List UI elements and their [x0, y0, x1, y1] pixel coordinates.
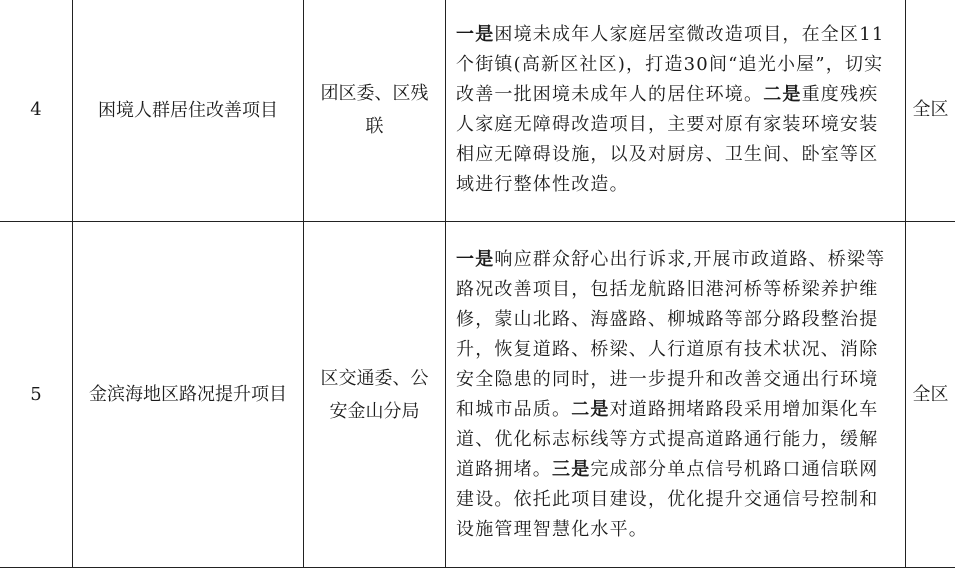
- implementation-scope: 全区: [906, 0, 955, 222]
- responsible-department: 区交通委、公安金山分局: [304, 222, 446, 568]
- content-text: 对道路拥堵路段采用增加渠化车道、优化标志标线等方式提高道路通行能力，缓解道路拥堵。: [456, 399, 878, 480]
- table-row: [0, 0, 955, 222]
- content-text: 完成部分单点信号机路口通信联网建设。依托此项目建设，优化提升交通信号控制和设施管理智慧化水平。: [456, 459, 878, 540]
- project-name: 金滨海地区路况提升项目: [73, 222, 304, 568]
- content-lead: 三是: [552, 459, 590, 480]
- implementation-scope: 全区: [906, 222, 955, 568]
- table-row: [0, 222, 955, 568]
- responsible-department: 团区委、区残联: [304, 0, 446, 222]
- content-lead: 一是: [456, 249, 494, 270]
- project-name: 困境人群居住改善项目: [73, 0, 304, 222]
- row-number: 5: [0, 222, 73, 568]
- content-lead: 二是: [571, 399, 609, 420]
- project-content: [446, 0, 906, 222]
- content-lead: 二是: [763, 84, 801, 105]
- content-text: 困境未成年人家庭居室微改造项目，在全区11个街镇(高新区社区)，打造30间“追光小屋”，切实改善一批困境未成年人的居住环境。: [456, 24, 885, 105]
- content-lead: 一是: [456, 24, 494, 45]
- row-number: 4: [0, 0, 73, 222]
- content-text: 响应群众舒心出行诉求,开展市政道路、桥梁等路况改善项目，包括龙航路旧港河桥等桥梁养护维修，蒙山北路、海盛路、柳城路等部分路段整治提升，恢复道路、桥梁、人行道原有技术状况、消除安全隐患的同时，进一步提升和改善交通出行环境和城市品质。: [456, 249, 885, 420]
- content-text: 重度残疾人家庭无障碍改造项目，主要对原有家装环境安装相应无障碍设施，以及对厨房、卫生间、卧室等区域进行整体性改造。: [456, 84, 878, 195]
- project-content: [446, 222, 906, 568]
